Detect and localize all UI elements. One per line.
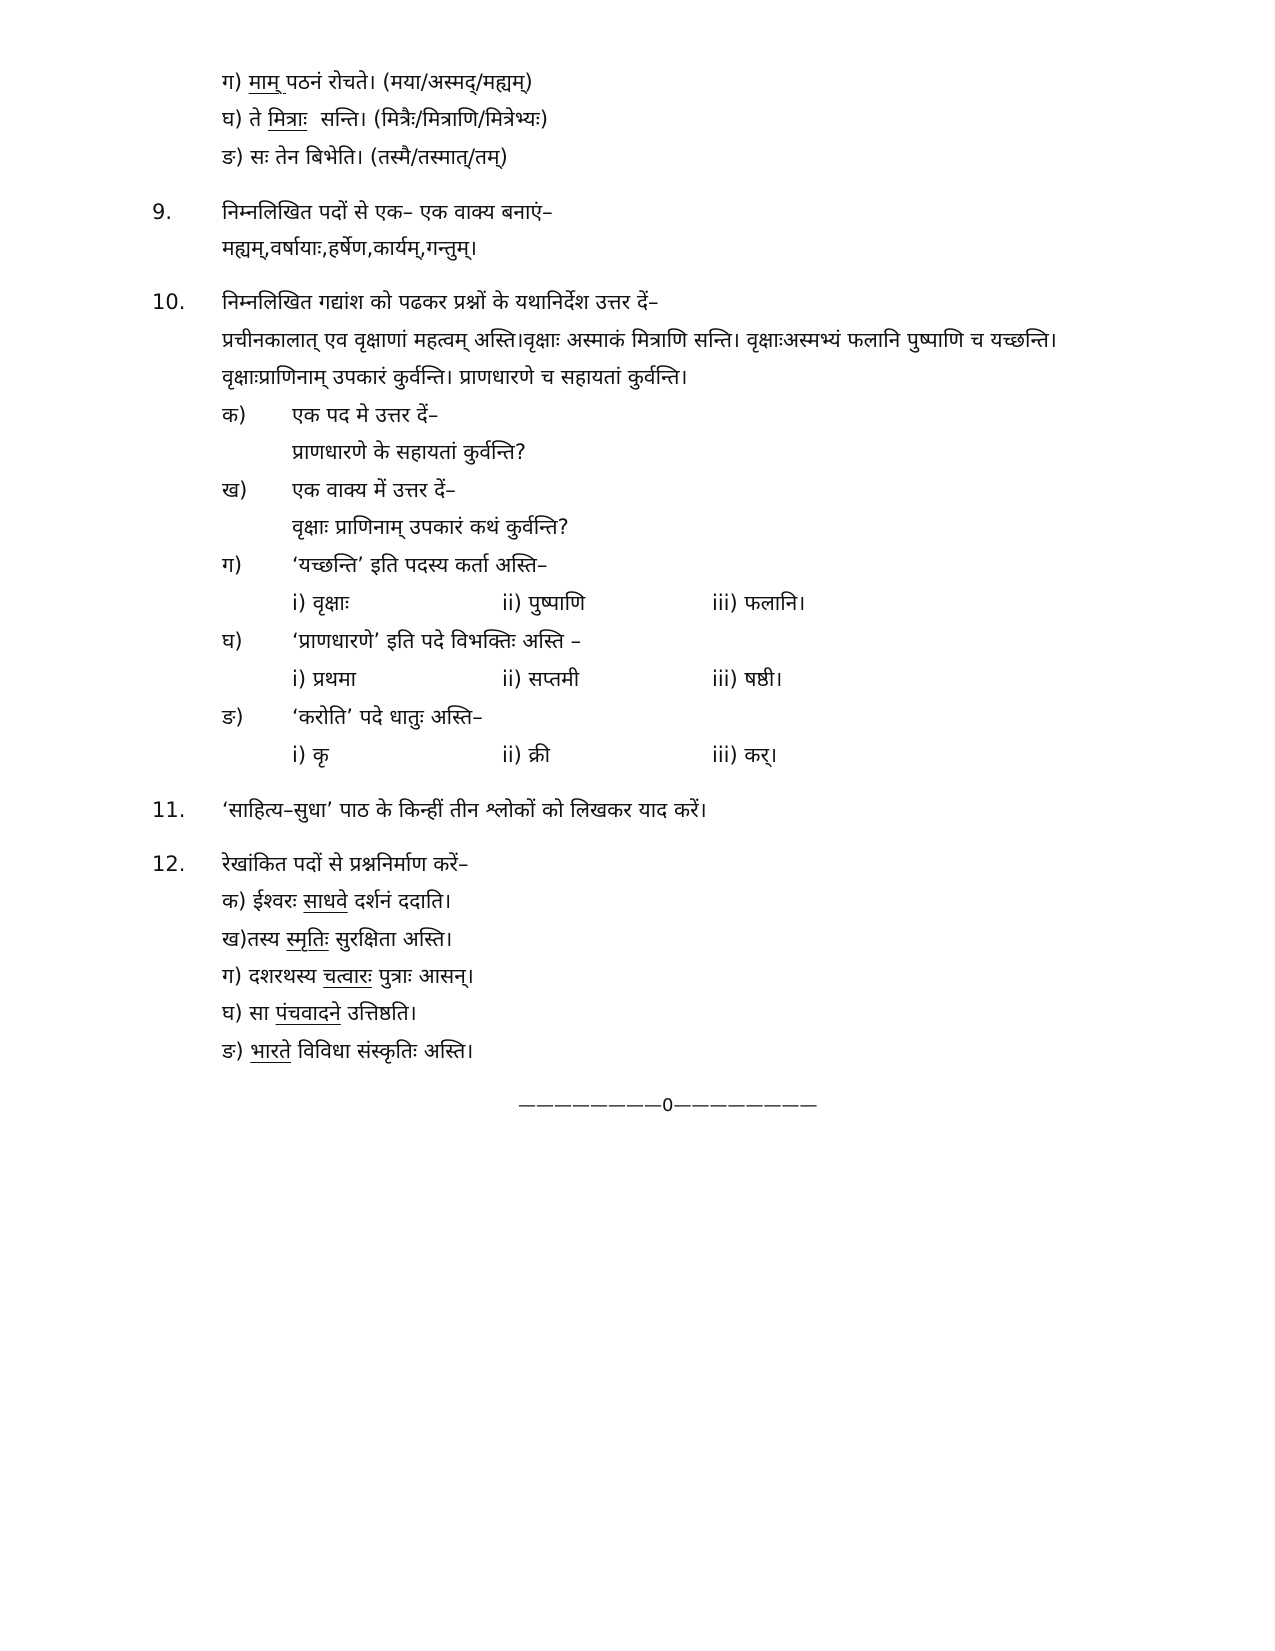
q12-item-nga — [222, 1037, 473, 1065]
suffix: पुत्राः आसन्। — [372, 964, 474, 988]
prev-item-nga: ङ) सः तेन बिभेति। (तस्मै/तस्मात्/तम्) — [222, 145, 508, 169]
q10-ga-option-3: iii) फलानि। — [712, 591, 806, 615]
q10-text: निम्नलिखित गद्यांश को पढकर प्रश्नों के यथानिर्देश उत्तर दें– — [222, 290, 659, 314]
suffix: उत्तिष्ठति। — [340, 1001, 417, 1025]
q10-kha-question: वृक्षाः प्राणिनाम् उपकारं कथं कुर्वन्ति? — [292, 515, 569, 539]
q10-kha-instruction: एक वाक्य में उत्तर दें– — [292, 478, 456, 502]
q12-item-ga — [222, 962, 474, 990]
q12-number: 12. — [152, 852, 186, 876]
prefix: ग) दशरथस्य — [222, 964, 324, 988]
q10-number: 10. — [152, 290, 186, 314]
q12-item-gha — [222, 999, 417, 1027]
underlined-word: साधवे — [303, 889, 348, 913]
q10-gha-option-3: iii) षष्ठी। — [712, 667, 783, 691]
prev-item-ga — [222, 68, 533, 96]
q11-number: 11. — [152, 798, 186, 822]
q10-ga-label: ग) — [222, 553, 243, 577]
underlined-word: माम् — [248, 70, 286, 94]
q9-words: मह्यम्,वर्षायाः,हर्षेण,कार्यम्,गन्तुम्। — [222, 236, 478, 260]
q10-ga-option-1: i) वृक्षाः — [292, 591, 350, 615]
underlined-word: मित्राः — [267, 107, 308, 131]
suffix: सुरक्षिता अस्ति। — [328, 927, 453, 951]
prev-item-gha — [222, 105, 548, 133]
prefix: ङ) — [222, 1039, 251, 1063]
q10-gha-option-1: i) प्रथमा — [292, 667, 357, 691]
prefix: घ) सा — [222, 1001, 276, 1025]
label: ग) — [222, 70, 249, 94]
q10-passage-line-1: प्रचीनकालात् एव वृक्षाणां महत्वम् अस्ति।वृक्षाः अस्माकं मित्राणि सन्ति। वृक्षाःअस्मभ्यं फलानि पुष्पाणि च यच्छन्ति। — [222, 328, 1057, 352]
q10-nga-question: ‘करोति’ पदे धातुः अस्ति– — [292, 705, 483, 729]
underlined-word: चत्वारः — [323, 964, 373, 988]
q10-nga-option-2: ii) क्री — [502, 743, 551, 767]
prefix: ख)तस्य — [222, 927, 287, 951]
q10-ka-label: क) — [222, 403, 247, 427]
q11-text: ‘साहित्य–सुधा’ पाठ के किन्हीं तीन श्लोकों को लिखकर याद करें। — [222, 798, 707, 822]
underlined-word: पंचवादने — [275, 1001, 341, 1025]
q10-gha-option-2: ii) सप्तमी — [502, 667, 580, 691]
q10-nga-label: ङ) — [222, 705, 244, 729]
label: घ) ते — [222, 107, 268, 131]
q10-ga-question: ‘यच्छन्ति’ इति पदस्य कर्ता अस्ति– — [292, 553, 548, 577]
rest: सन्ति। (मित्रैः/मित्राणि/मित्रेभ्यः) — [307, 107, 549, 131]
q10-nga-option-3: iii) कर्। — [712, 743, 778, 767]
q9-number: 9. — [152, 200, 173, 224]
end-of-paper-mark: ————————0———————— — [518, 1095, 818, 1116]
q10-ka-instruction: एक पद मे उत्तर दें– — [292, 403, 439, 427]
q10-nga-option-1: i) कृ — [292, 743, 329, 767]
q12-item-ka — [222, 887, 451, 915]
q10-kha-label: ख) — [222, 478, 248, 502]
rest: पठनं रोचते। (मया/अस्मद्/मह्यम्) — [285, 70, 533, 94]
q10-ka-question: प्राणधारणे के सहायतां कुर्वन्ति? — [292, 440, 527, 464]
underlined-word: स्मृतिः — [286, 927, 329, 951]
q10-gha-label: घ) — [222, 629, 243, 653]
prefix: क) ईश्वरः — [222, 889, 304, 913]
q9-text: निम्नलिखित पदों से एक– एक वाक्य बनाएं– — [222, 200, 553, 224]
suffix: दर्शनं ददाति। — [347, 889, 452, 913]
suffix: विविधा संस्कृतिः अस्ति। — [291, 1039, 474, 1063]
q10-ga-option-2: ii) पुष्पाणि — [502, 591, 586, 615]
q10-gha-question: ‘प्राणधारणे’ इति पदे विभक्तिः अस्ति – — [292, 629, 582, 653]
q12-text: रेखांकित पदों से प्रश्ननिर्माण करें– — [222, 852, 469, 876]
underlined-word: भारते — [250, 1039, 292, 1063]
q12-item-kha — [222, 925, 452, 953]
q10-passage-line-2: वृक्षाःप्राणिनाम् उपकारं कुर्वन्ति। प्राणधारणे च सहायतां कुर्वन्ति। — [222, 365, 688, 389]
